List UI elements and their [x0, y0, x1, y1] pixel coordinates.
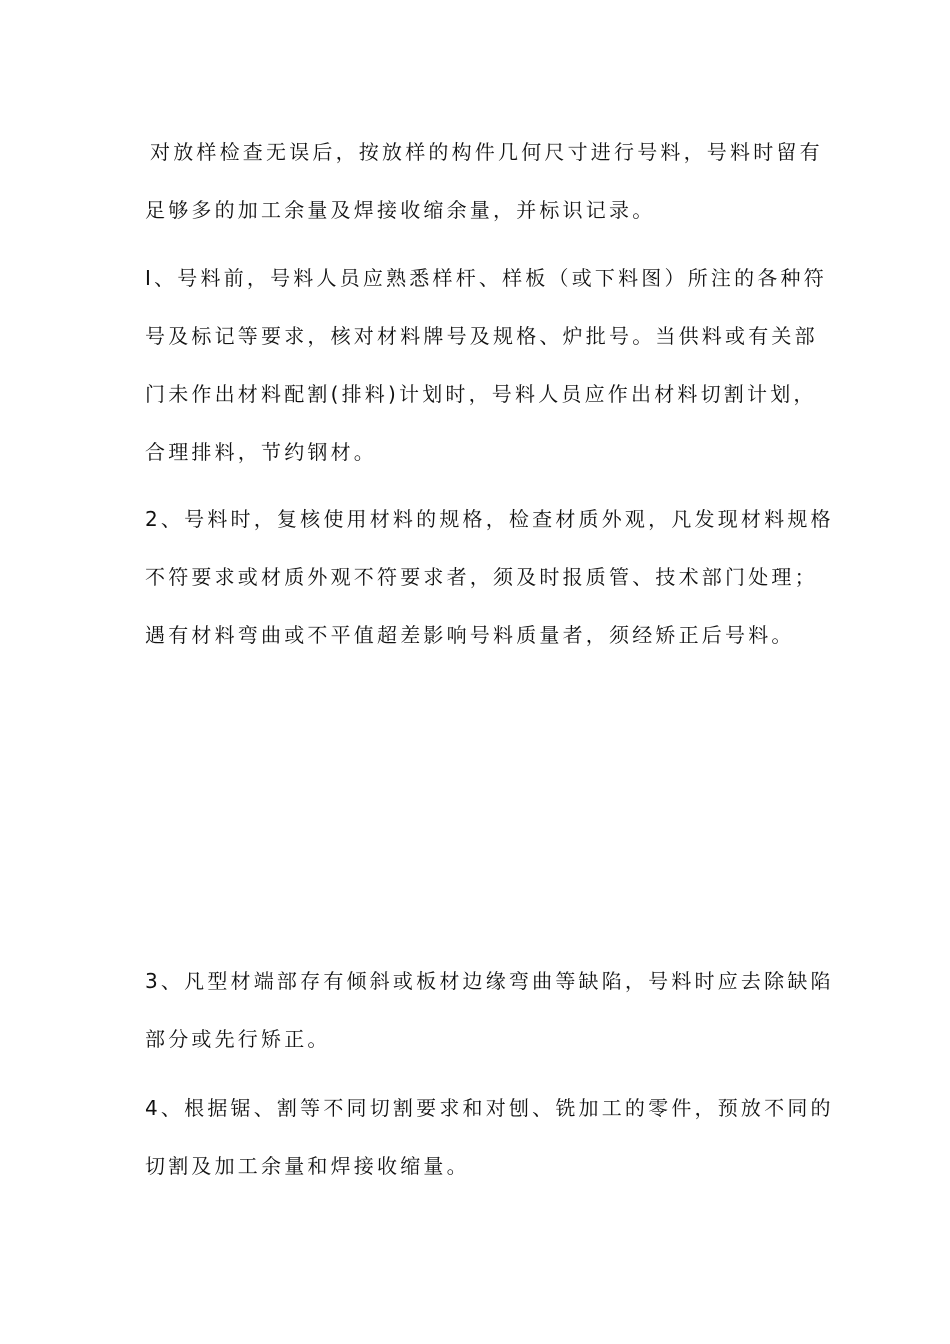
- paragraph-2-line-2: 不符要求或材质外观不符要求者，须及时报质管、技术部门处理；: [145, 565, 818, 589]
- paragraph-4-line-1: 4、根据锯、割等不同切割要求和对刨、铣加工的零件，预放不同的: [145, 1096, 834, 1120]
- paragraph-1-line-3: 门未作出材料配割(排料)计划时，号料人员应作出材料切割计划，: [145, 382, 817, 406]
- paragraph-4-line-2: 切割及加工余量和焊接收缩量。: [145, 1154, 470, 1178]
- paragraph-intro-line-1: 对放样检查无误后，按放样的构件几何尺寸进行号料，号料时留有: [150, 140, 823, 164]
- paragraph-2-line-1: 2、号料时，复核使用材料的规格，检查材质外观，凡发现材料规格: [145, 507, 834, 531]
- paragraph-3-line-1: 3、凡型材端部存有倾斜或板材边缘弯曲等缺陷，号料时应去除缺陷: [145, 969, 834, 993]
- paragraph-2-line-3: 遇有材料弯曲或不平值超差影响号料质量者，须经矫正后号料。: [145, 623, 795, 647]
- paragraph-3-line-2: 部分或先行矫正。: [145, 1027, 331, 1051]
- paragraph-intro-line-2: 足够多的加工余量及焊接收缩余量，并标识记录。: [145, 198, 656, 222]
- paragraph-1-line-1: I、号料前，号料人员应熟悉样杆、样板（或下料图）所注的各种符: [145, 266, 827, 290]
- paragraph-1-line-4: 合理排料，节约钢材。: [145, 440, 377, 464]
- paragraph-1-line-2: 号及标记等要求，核对材料牌号及规格、炉批号。当供料或有关部: [145, 324, 818, 348]
